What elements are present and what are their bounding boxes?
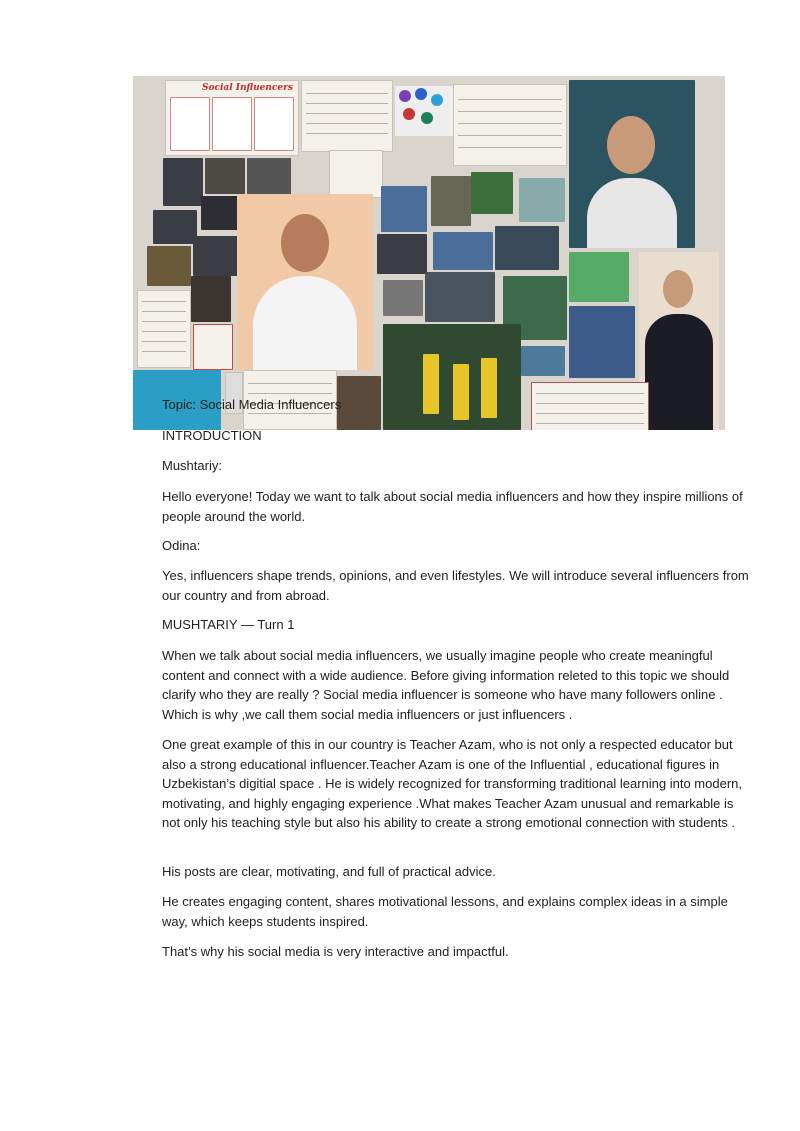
- poster-title: Social Influencers: [202, 83, 293, 93]
- paragraph: When we talk about social media influencers, we usually imagine people who create meaningful content and connect with a wide audience. Before giving information releted to this topic we should clarify who they are really ? Social media influencer is someone who have many followers online . Which is why ,we call them social media influencers or just influencers .: [162, 648, 730, 722]
- paragraph: Yes, influencers shape trends, opinions, and even lifestyles. We will introduce several influencers from our country and from abroad.: [162, 568, 749, 603]
- section-heading-introduction: INTRODUCTION: [162, 428, 262, 443]
- paragraph: One great example of this in our country is Teacher Azam, who is not only a respected educator but also a strong educational influencer.Teacher Azam is one of the Influential , educational figures in Uzbekistan’s digitial space . He is widely recognized for transforming traditional learning into modern, motivating, and highly engaging experience .What makes Teacher Azam unusual and remarkable is not only his teaching style but also his ability to create a strong emotional connection with students .: [162, 737, 742, 830]
- paragraph: He creates engaging content, shares motivational lessons, and explains complex ideas in a simple way, which keeps students inspired.: [162, 894, 728, 929]
- topic-line: Topic: Social Media Influencers: [162, 397, 342, 412]
- paragraph: His posts are clear, motivating, and full of practical advice.: [162, 864, 496, 879]
- poster-sheet: [165, 80, 299, 156]
- paragraph: That’s why his social media is very interactive and impactful.: [162, 944, 509, 959]
- paragraph: Hello everyone! Today we want to talk about social media influencers and how they inspire millions of people around the world.: [162, 489, 743, 524]
- collage-photo: [133, 76, 725, 430]
- speaker-label: Odina:: [162, 538, 201, 553]
- section-heading-turn: MUSHTARIY — Turn 1: [162, 617, 295, 632]
- speaker-label: Mushtariy:: [162, 458, 222, 473]
